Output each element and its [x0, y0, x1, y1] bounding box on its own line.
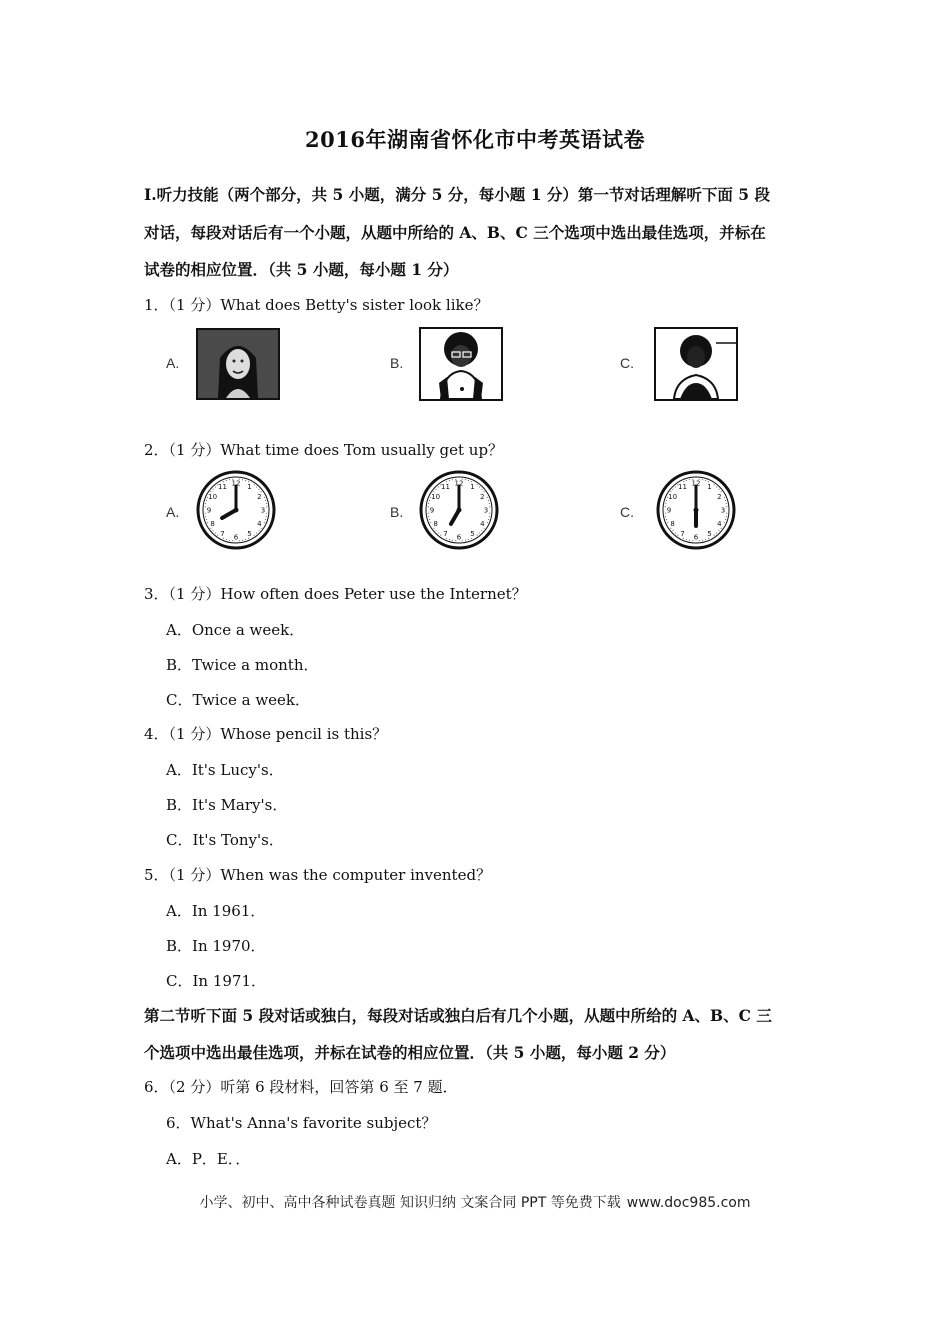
- svg-text:10: 10: [431, 493, 441, 501]
- q1-photo-a: [196, 328, 280, 400]
- q1-option-a-label: A.: [166, 355, 180, 371]
- question-2-stem: 2．（1 分）What time does Tom usually get up？: [144, 441, 504, 459]
- q5-option-c: C．In 1971．: [166, 972, 267, 990]
- footer-url: www.doc985.com: [626, 1195, 751, 1211]
- q4-option-a: A．It's Lucy's．: [166, 761, 284, 779]
- page-footer: [0, 1192, 950, 1212]
- svg-text:12: 12: [691, 479, 701, 488]
- q1-photo-c: [654, 327, 738, 401]
- svg-text:9: 9: [666, 506, 672, 515]
- svg-text:2: 2: [480, 493, 485, 501]
- svg-text:8: 8: [670, 520, 675, 528]
- page-title: 2016年湖南省怀化市中考英语试卷: [305, 127, 645, 152]
- svg-text:5: 5: [707, 529, 712, 538]
- svg-text:1: 1: [470, 483, 475, 492]
- q1-photo-b: [419, 327, 503, 401]
- q4-option-b: B．It's Mary's．: [166, 796, 288, 814]
- svg-text:7: 7: [680, 529, 685, 538]
- svg-text:7: 7: [220, 529, 225, 538]
- svg-text:6: 6: [456, 533, 462, 542]
- svg-text:1: 1: [707, 483, 712, 492]
- q3-option-b: B．Twice a month．: [166, 656, 319, 674]
- svg-text:9: 9: [206, 506, 212, 515]
- svg-text:12: 12: [231, 479, 241, 488]
- clock-a-icon: [196, 470, 276, 550]
- svg-text:4: 4: [257, 520, 262, 528]
- question-3-stem: 3．（1 分）How often does Peter use the Internet？: [144, 585, 527, 603]
- section1-line-3: 试卷的相应位置．（共 5 小题，每小题 1 分）: [144, 260, 459, 279]
- svg-text:11: 11: [678, 483, 687, 492]
- svg-text:5: 5: [470, 529, 475, 538]
- q3-option-a: A．Once a week．: [166, 621, 305, 639]
- clock-b-icon: [419, 470, 499, 550]
- girl-short-hair-icon: [656, 329, 736, 399]
- q6-option-a: A．P．E．．: [166, 1150, 251, 1168]
- q4-option-c: C．It's Tony's．: [166, 831, 284, 849]
- girl-long-hair-icon: [198, 330, 278, 398]
- question-6-stem: 6．（2 分）听第 6 段材料，回答第 6 至 7 题．: [144, 1078, 458, 1096]
- question-4-stem: 4．（1 分）Whose pencil is this？: [144, 725, 388, 743]
- svg-text:8: 8: [433, 520, 438, 528]
- svg-text:2: 2: [257, 493, 262, 501]
- svg-text:8: 8: [210, 520, 215, 528]
- svg-text:4: 4: [480, 520, 485, 528]
- svg-text:3: 3: [720, 506, 726, 515]
- svg-text:6: 6: [693, 533, 699, 542]
- question-1-stem: 1．（1 分）What does Betty's sister look like？: [144, 296, 489, 314]
- footer-text: 小学、初中、高中各种试卷真题 知识归纳 文案合同 PPT 等免费下载: [199, 1195, 621, 1211]
- q1-option-c-label: C.: [620, 355, 634, 371]
- svg-text:9: 9: [429, 506, 435, 515]
- q1-option-b-label: B.: [390, 355, 404, 371]
- svg-text:11: 11: [218, 483, 227, 492]
- section2-line-2: 个选项中选出最佳选项，并标在试卷的相应位置．（共 5 小题，每小题 2 分）: [144, 1043, 676, 1062]
- section2-line-1: 第二节听下面 5 段对话或独白，每段对话或独白后有几个小题，从题中所给的 A、B、C 三: [144, 1006, 772, 1025]
- svg-text:10: 10: [668, 493, 678, 501]
- svg-text:4: 4: [717, 520, 722, 528]
- svg-text:7: 7: [443, 529, 448, 538]
- section1-line-2: 对话，每段对话后有一个小题，从题中所给的 A、B、C 三个选项中选出最佳选项，并标在: [144, 223, 766, 242]
- svg-text:2: 2: [717, 493, 722, 501]
- question-5-stem: 5．（1 分）When was the computer invented？: [144, 866, 492, 884]
- svg-text:10: 10: [208, 493, 218, 501]
- svg-text:3: 3: [260, 506, 266, 515]
- svg-text:6: 6: [233, 533, 239, 542]
- svg-text:1: 1: [247, 483, 252, 492]
- q5-option-b: B．In 1970．: [166, 937, 266, 955]
- q5-option-a: A．In 1961．: [166, 902, 266, 920]
- section1-line-1: Ⅰ.听力技能（两个部分，共 5 小题，满分 5 分，每小题 1 分）第一节对话理解听下面 5 段: [144, 185, 770, 204]
- question-6-sub-stem: 6．What's Anna's favorite subject？: [166, 1114, 437, 1132]
- svg-text:5: 5: [247, 529, 252, 538]
- svg-text:12: 12: [454, 479, 464, 488]
- q2-option-c-label: C.: [620, 504, 634, 520]
- clock-c-icon: [656, 470, 736, 550]
- q3-option-c: C．Twice a week．: [166, 691, 311, 709]
- svg-text:11: 11: [441, 483, 450, 492]
- girl-short-hair-glasses-icon: [421, 329, 501, 399]
- q2-option-b-label: B.: [390, 504, 404, 520]
- q2-option-a-label: A.: [166, 504, 180, 520]
- svg-text:3: 3: [483, 506, 489, 515]
